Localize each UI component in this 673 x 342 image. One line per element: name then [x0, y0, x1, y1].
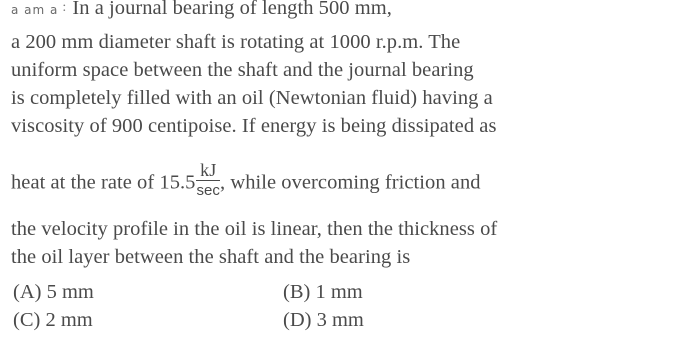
question-line-7: the velocity profile in the oil is linear, then the thickness of [11, 218, 498, 240]
heat-rate-text: heat at the rate of 15.5 [11, 171, 196, 194]
unit-numerator: kJ [196, 161, 220, 181]
question-line-3: uniform space between the shaft and the journal bearing [11, 59, 474, 81]
question-line-5: viscosity of 900 centipoise. If energy is being dissipated as [11, 115, 497, 137]
question-line-4: is completely filled with an oil (Newtonian fluid) having a [11, 87, 493, 109]
option-a: (A) 5 mm [13, 281, 94, 303]
option-d: (D) 3 mm [283, 309, 364, 331]
unit-denominator: sec [196, 182, 220, 199]
option-b: (B) 1 mm [283, 281, 363, 303]
question-line-1 [11, 0, 392, 23]
question-line-6 [11, 160, 481, 204]
heat-rate-continuation: , while overcoming friction and [219, 171, 481, 194]
question-line-2: a 200 mm diameter shaft is rotating at 1000 r.p.m. The [11, 31, 461, 53]
option-c: (C) 2 mm [13, 309, 93, 331]
separator-mark: : [62, 0, 67, 15]
unit-fraction [196, 161, 220, 201]
question-line-8: the oil layer between the shaft and the bearing is [11, 246, 411, 268]
question-number-prefix: a am a [11, 3, 59, 17]
question-text-line-1: In a journal bearing of length 500 mm, [72, 0, 392, 19]
